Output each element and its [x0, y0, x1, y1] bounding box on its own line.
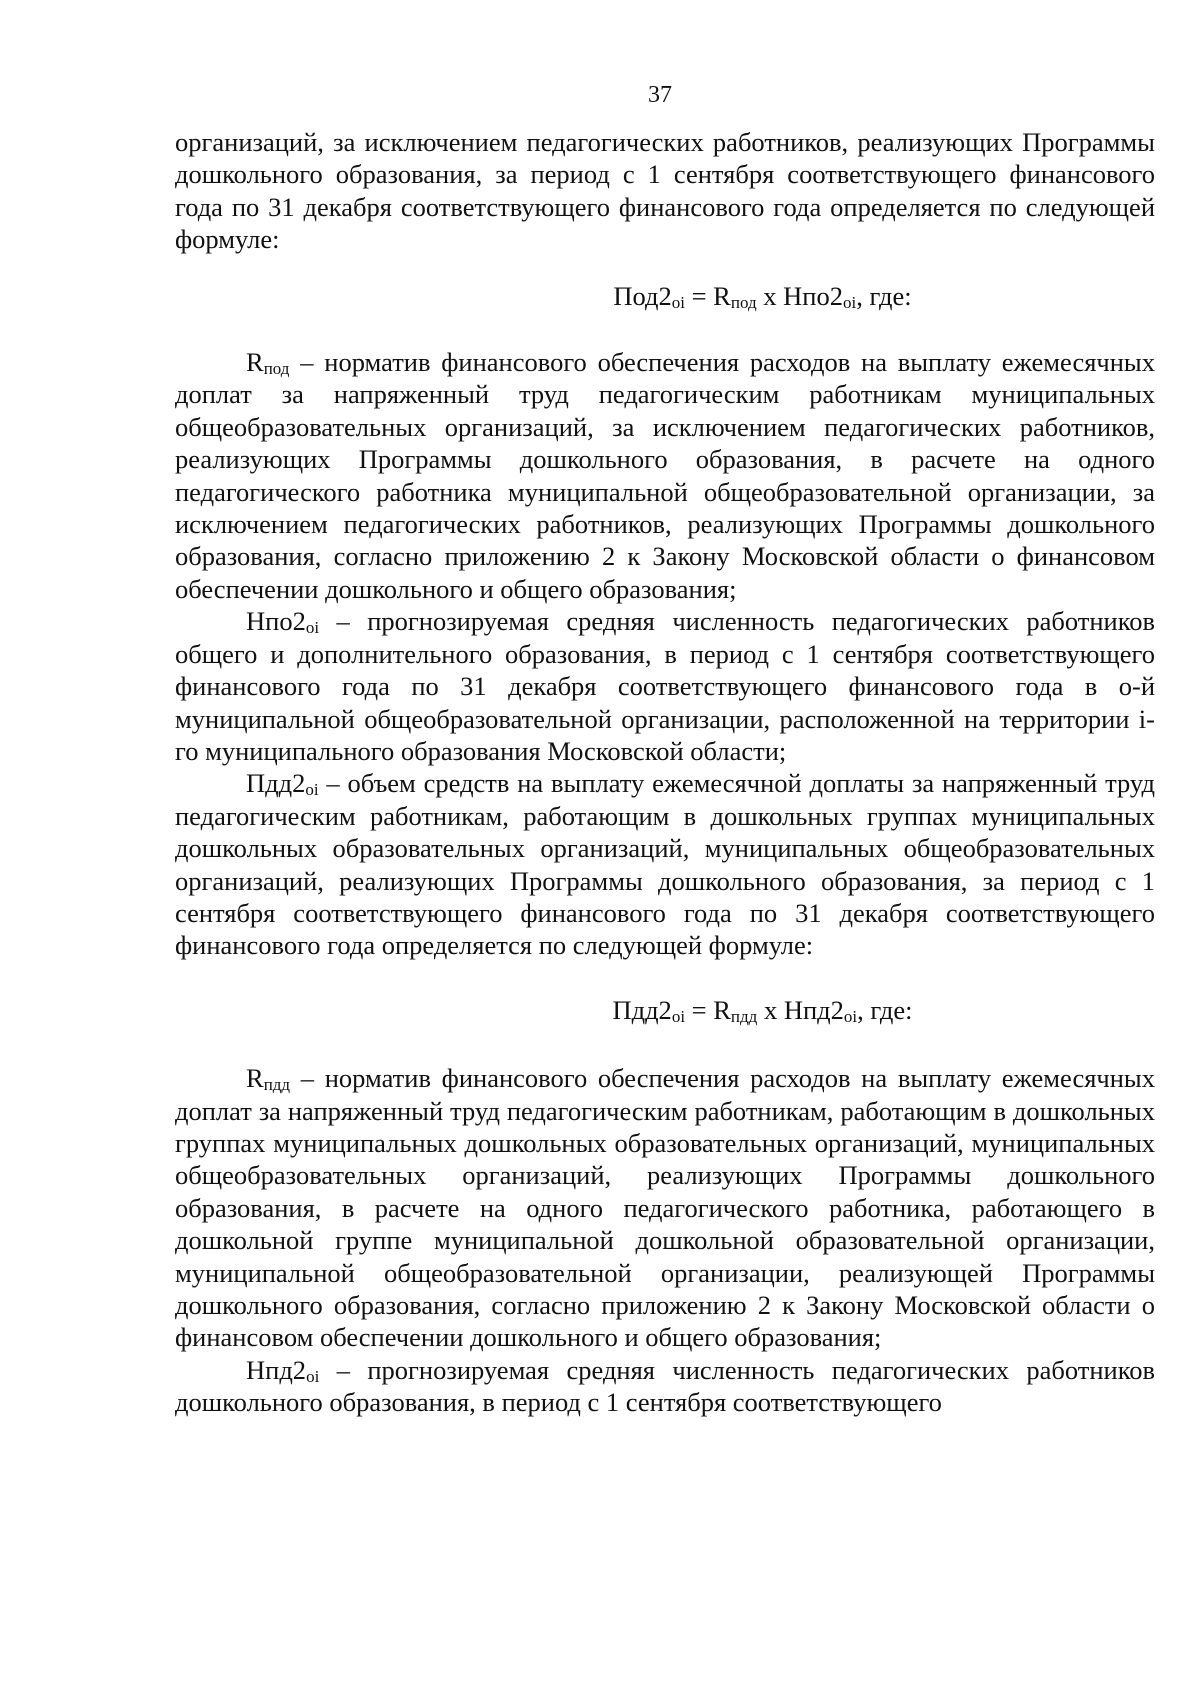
formula-equals: = R	[685, 994, 731, 1025]
formula-multiplier: х Нпо2	[756, 280, 843, 311]
definition-text: – прогнозируемая средняя численность педагогических работников дошкольного образования, в период с 1 сентября соответствующего	[175, 1354, 1155, 1418]
definition-pdd2	[175, 767, 1155, 961]
formula-lhs: Под2	[613, 280, 672, 311]
definition-symbol: Нпд2	[246, 1354, 307, 1385]
definition-symbol: Нпо2	[246, 606, 306, 637]
definition-symbol: R	[246, 1063, 264, 1094]
document-body	[175, 126, 1155, 1419]
formula-r-subscript: под	[730, 292, 757, 312]
definition-r-pod	[175, 346, 1155, 605]
formula-tail: , где:	[856, 280, 912, 311]
definition-text: – объем средств на выплату ежемесячной доплаты за напряженный труд педагогическим работникам, работающим в дошкольных группах муниципальных дошкольных образовательных организаций, муниципальных общеобразовательных организаций, реализующих Программы дошкольного образования, за период с 1 сентября соответствующего финансового года по 31 декабря соответствующего финансового года определяется по следующей формуле:	[175, 768, 1155, 961]
definition-symbol-subscript: пдд	[263, 1075, 291, 1095]
formula-r-subscript: пдд	[730, 1006, 758, 1026]
definition-symbol-subscript: под	[263, 359, 290, 379]
definition-symbol-subscript: oi	[306, 1366, 320, 1386]
paragraph-continuation: организаций, за исключением педагогических работников, реализующих Программы дошкольного образования, за период с 1 сентября соответствующего финансового года по 31 декабря соответствующего финансового года определяется по следующей формуле:	[175, 127, 1155, 255]
formula-multiplier: х Нпд2	[757, 994, 844, 1025]
formula-tail: , где:	[857, 994, 913, 1025]
formula-lhs-subscript: oi	[671, 292, 685, 312]
formula-lhs-subscript: oi	[671, 1006, 686, 1026]
formula-pdd2	[175, 994, 1155, 1026]
definition-symbol-subscript: oi	[305, 780, 319, 800]
definition-text: – прогнозируемая средняя численность педагогических работников общего и дополнительного образования, в период с 1 сентября соответствующего финансового года по 31 декабря соответствующего финансового года в о-й муниципальной общеобразовательной организации, расположенной на территории i-го муниципального образования Московской области;	[175, 606, 1155, 766]
definition-symbol-subscript: oi	[305, 618, 320, 638]
formula-equals: = R	[684, 280, 731, 311]
formula-n-subscript: oi	[842, 292, 857, 312]
formula-pod2	[175, 280, 1155, 312]
definition-text: – норматив финансового обеспечения расходов на выплату ежемесячных доплат за напряженный труд педагогическим работникам, работающим в дошкольных группах муниципальных дошкольных образовательных организаций, муниципальных общеобразовательных организаций, реализующих Программы дошкольного образования, в расчете на одного педагогического работника, работающего в дошкольной группе муниципальной дошкольной образовательной организации, муниципальной общеобразовательной организации, реализующей Программы дошкольного образования, согласно приложению 2 к Закону Московской области о финансовом обеспечении дошкольного и общего образования;	[175, 1063, 1155, 1353]
definition-npd2	[175, 1354, 1155, 1419]
formula-n-subscript: oi	[843, 1006, 858, 1026]
definition-symbol: R	[246, 347, 264, 378]
definition-npo2	[175, 605, 1155, 767]
definition-symbol: Пдд2	[246, 768, 306, 799]
page-number: 37	[648, 82, 672, 108]
formula-lhs: Пдд2	[612, 994, 672, 1025]
definition-r-pdd	[175, 1062, 1155, 1354]
definition-text: – норматив финансового обеспечения расходов на выплату ежемесячных доплат за напряженный труд педагогическим работникам муниципальных общеобразовательных организаций, за исключением педагогических работников, реализующих Программы дошкольного образования, в расчете на одного педагогического работника муниципальной общеобразовательной организации, за исключением педагогических работников, реализующих Программы дошкольного образования, согласно приложению 2 к Закону Московской области о финансовом обеспечении дошкольного и общего образования;	[175, 347, 1155, 604]
